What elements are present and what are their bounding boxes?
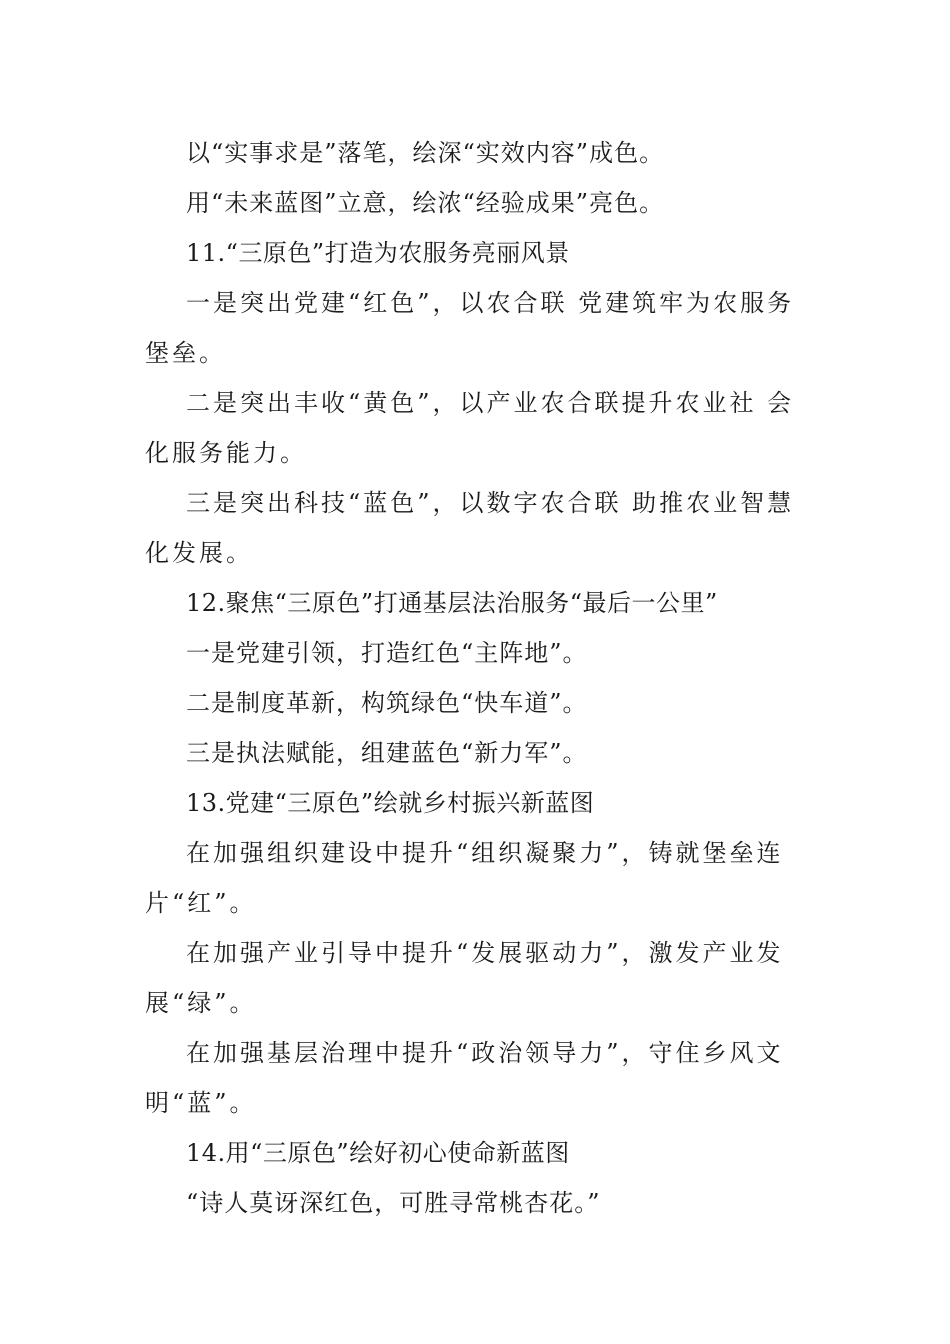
paragraph: 二是制度革新，构筑绿色“快车道”。 bbox=[186, 689, 588, 717]
paragraph: 二是突出丰收“黄色”，以产业农合联提升农业社 会化服务能力。 bbox=[145, 389, 795, 467]
paragraph: 以“实事求是”落笔，绘深“实效内容”成色。 bbox=[186, 139, 665, 167]
paragraph: 在加强组织建设中提升“组织凝聚力”，铸就堡垒连片“红”。 bbox=[145, 839, 784, 917]
paragraph: 用“未来蓝图”立意，绘浓“经验成果”亮色。 bbox=[186, 189, 665, 217]
paragraph: 在加强基层治理中提升“政治领导力”，守住乡风文明“蓝”。 bbox=[145, 1039, 784, 1117]
section-heading: 13.党建“三原色”绘就乡村振兴新蓝图 bbox=[186, 789, 595, 817]
document-body bbox=[145, 128, 810, 1228]
section-heading: 12.聚焦“三原色”打通基层法治服务“最后一公里” bbox=[186, 589, 718, 617]
section-heading: 14.用“三原色”绘好初心使命新蓝图 bbox=[186, 1139, 570, 1167]
paragraph: 一是党建引领，打造红色“主阵地”。 bbox=[186, 639, 588, 667]
paragraph: 三是执法赋能，组建蓝色“新力军”。 bbox=[186, 739, 588, 767]
paragraph: 三是突出科技“蓝色”，以数字农合联 助推农业智慧化发展。 bbox=[145, 489, 795, 567]
paragraph: 在加强产业引导中提升“发展驱动力”，激发产业发展“绿”。 bbox=[145, 939, 784, 1017]
section-heading: 11.“三原色”打造为农服务亮丽风景 bbox=[186, 239, 570, 267]
paragraph: “诗人莫讶深红色，可胜寻常桃杏花。” bbox=[186, 1189, 601, 1217]
paragraph: 一是突出党建“红色”，以农合联 党建筑牢为农服务堡垒。 bbox=[145, 289, 795, 367]
